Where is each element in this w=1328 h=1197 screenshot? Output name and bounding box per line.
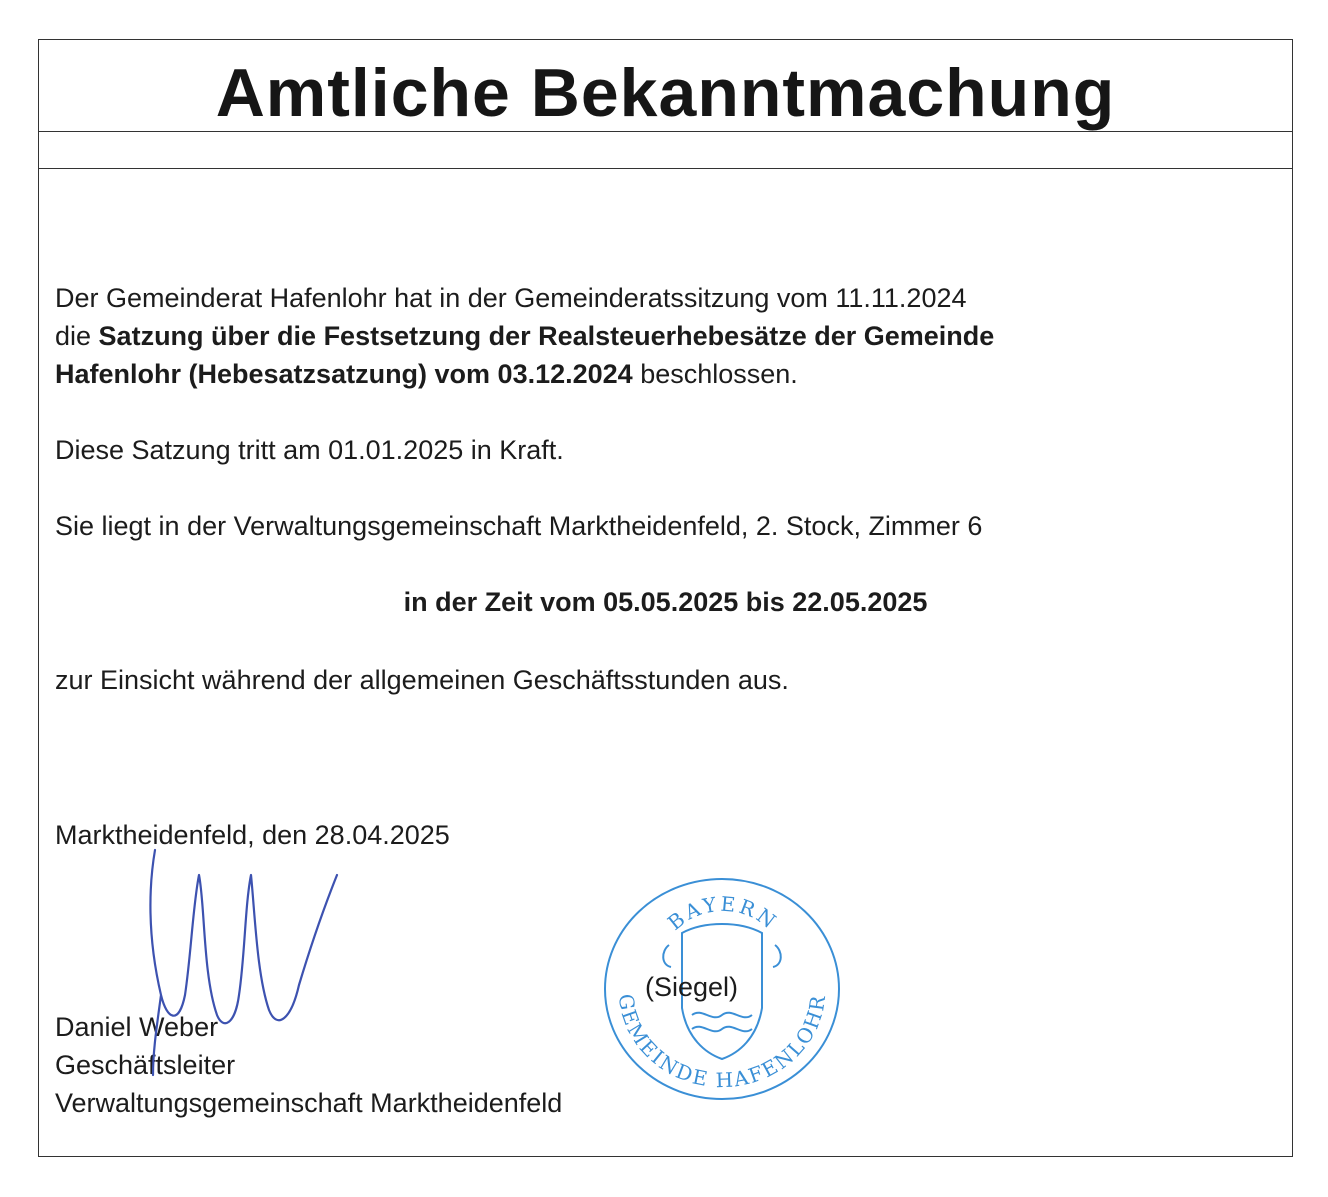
resolution-line-3: [55, 355, 994, 393]
inspection-paragraph: zur Einsicht während der allgemeinen Geschäftsstunden aus.: [55, 665, 789, 695]
seal-ring-top-text: BAYERN: [662, 891, 783, 935]
notice-frame: [38, 39, 1293, 1157]
title-rule-top: [39, 131, 1292, 132]
statute-title-part-1: Satzung über die Festsetzung der Realsteuerhebesätze der Gemeinde: [98, 321, 995, 351]
handwritten-signature: [119, 845, 359, 1105]
signatory-organization: Verwaltungsgemeinschaft Marktheidenfeld: [55, 1088, 563, 1118]
inspection-period: in der Zeit vom 05.05.2025 bis 22.05.2025: [403, 587, 928, 617]
resolution-line-2: [55, 317, 994, 355]
title-rule-bottom: [39, 168, 1292, 169]
resolution-line-2-prefix: die: [55, 321, 99, 351]
seal-ring-bottom-text: GEMEINDE HAFENLOHR: [613, 992, 831, 1093]
statute-title-part-2: Hafenlohr (Hebesatzsatzung) vom 03.12.2024: [55, 359, 633, 389]
signatory-name: Daniel Weber: [55, 1012, 219, 1042]
notice-title: Amtliche Bekanntmachung: [215, 55, 1116, 131]
effective-date-paragraph: Diese Satzung tritt am 01.01.2025 in Kraft.: [55, 435, 564, 465]
resolution-line-3-suffix: beschlossen.: [632, 359, 798, 389]
resolution-paragraph: [55, 279, 994, 393]
signatory-position: Geschäftsleiter: [55, 1050, 236, 1080]
seal-label: (Siegel): [645, 972, 739, 1002]
location-paragraph: Sie liegt in der Verwaltungsgemeinschaft Marktheidenfeld, 2. Stock, Zimmer 6: [55, 511, 983, 541]
resolution-line-1: Der Gemeinderat Hafenlohr hat in der Gemeinderatssitzung vom 11.11.2024: [55, 283, 967, 313]
place-and-date: Marktheidenfeld, den 28.04.2025: [55, 820, 450, 850]
